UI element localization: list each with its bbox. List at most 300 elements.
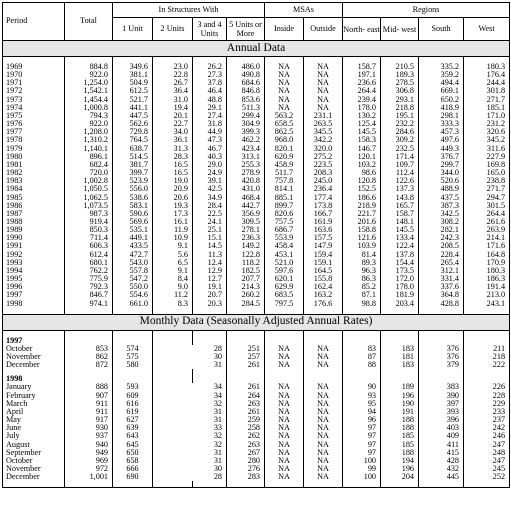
group-regions: Regions	[343, 3, 510, 18]
annual-rows	[3, 57, 510, 315]
row-period: November	[3, 465, 65, 473]
table-cell: 393	[419, 408, 464, 416]
table-cell: 247	[464, 457, 510, 465]
year-heading-row	[3, 337, 510, 345]
table-cell: 271.7	[464, 96, 510, 104]
table-cell: 211	[464, 345, 510, 353]
table-cell: 820.1	[265, 145, 304, 153]
table-row	[3, 112, 510, 120]
table-cell: 940	[65, 441, 113, 449]
table-cell: 1,208.0	[65, 128, 113, 136]
table-cell: 36.4	[153, 87, 193, 95]
table-cell: 191.4	[464, 283, 510, 291]
table-cell: 19.0	[153, 177, 193, 185]
table-cell: 99	[343, 465, 381, 473]
table-cell: 612.4	[65, 251, 113, 259]
table-row	[3, 63, 510, 71]
table-cell: 313.1	[227, 153, 265, 161]
table-cell: 31.8	[193, 120, 227, 128]
row-period: August	[3, 441, 65, 449]
housing-units-table-page	[2, 2, 509, 509]
row-period: April	[3, 408, 65, 416]
table-cell: 48.8	[193, 96, 227, 104]
table-cell: 145.5	[343, 128, 381, 136]
table-cell: 462.2	[227, 136, 265, 144]
table-cell: 304.9	[227, 120, 265, 128]
table-cell: 24.1	[193, 218, 227, 226]
table-cell: 331.4	[419, 275, 464, 283]
table-cell: 122.8	[227, 251, 265, 259]
table-cell: 683.5	[265, 291, 304, 299]
table-cell: 645	[113, 441, 153, 449]
table-cell: 888	[65, 383, 113, 391]
table-cell: 248	[464, 449, 510, 457]
table-cell: 264	[227, 392, 265, 400]
table-cell: 28	[153, 345, 227, 353]
table-row	[3, 79, 510, 87]
table-cell: 158.7	[343, 63, 381, 71]
table-cell: NA	[304, 473, 343, 481]
col-total: Total	[65, 3, 113, 41]
table-cell: 609	[113, 392, 153, 400]
table-cell: 190	[381, 400, 419, 408]
table-cell: 183	[381, 345, 419, 353]
table-row	[3, 153, 510, 161]
table-cell: 232.2	[381, 120, 419, 128]
row-period: 1988	[3, 218, 65, 226]
table-cell: 278.9	[227, 169, 265, 177]
table-cell: 103.2	[343, 161, 381, 169]
table-cell: 155.8	[304, 275, 343, 283]
table-cell: 650.2	[419, 96, 464, 104]
table-cell: NA	[265, 424, 304, 432]
table-row	[3, 275, 510, 283]
table-cell: 16.5	[153, 169, 193, 177]
table-row	[3, 177, 510, 185]
row-period: 1994	[3, 267, 65, 275]
table-row	[3, 416, 510, 424]
table-cell: 46.7	[193, 145, 227, 153]
table-cell: 26.7	[153, 79, 193, 87]
table-cell: NA	[304, 79, 343, 87]
table-cell: 148.1	[381, 218, 419, 226]
col-northeast: North- east	[343, 18, 381, 41]
table-cell: NA	[265, 465, 304, 473]
table-cell: 95	[343, 400, 381, 408]
table-cell: 262	[227, 432, 265, 440]
table-cell: 511.7	[265, 169, 304, 177]
table-cell: 37.8	[193, 79, 227, 87]
row-period: 1979	[3, 145, 65, 153]
table-cell: 356.9	[227, 210, 265, 218]
table-cell: 364.8	[419, 291, 464, 299]
table-cell: 247	[464, 441, 510, 449]
table-row	[3, 185, 510, 193]
table-cell: 563.2	[265, 112, 304, 120]
table-cell: NA	[304, 400, 343, 408]
table-cell: 143.8	[381, 194, 419, 202]
table-cell: 20.9	[153, 185, 193, 193]
table-cell: 32	[153, 400, 227, 408]
table-cell: 423.4	[227, 145, 265, 153]
table-cell: 612.5	[113, 87, 153, 95]
housing-data-table	[2, 2, 510, 488]
table-cell: 47.3	[193, 136, 227, 144]
table-cell: 164.5	[304, 267, 343, 275]
table-row	[3, 242, 510, 250]
table-cell: 188	[381, 424, 419, 432]
table-cell: 260.2	[227, 291, 265, 299]
table-cell: 1,542.1	[65, 87, 113, 95]
table-cell: NA	[304, 345, 343, 353]
table-cell: 31	[153, 457, 227, 465]
table-cell: 137.8	[381, 251, 419, 259]
table-cell: 497.6	[419, 136, 464, 144]
col-1-unit: 1 Unit	[113, 18, 153, 41]
table-cell: 19.1	[193, 283, 227, 291]
table-cell: 569.6	[113, 218, 153, 226]
table-cell: 974.1	[65, 300, 113, 308]
table-cell: 872	[65, 361, 113, 369]
group-msas: MSAs	[265, 3, 343, 18]
table-cell: 437.5	[419, 194, 464, 202]
table-cell: 794.3	[65, 112, 113, 120]
table-row	[3, 291, 510, 299]
table-row	[3, 465, 510, 473]
table-cell: 261	[227, 383, 265, 391]
table-cell: 97	[343, 424, 381, 432]
table-cell: 162.4	[304, 283, 343, 291]
table-cell: NA	[304, 465, 343, 473]
table-cell: 846.7	[65, 291, 113, 299]
table-cell: 100	[343, 473, 381, 481]
table-cell: 34.0	[153, 128, 193, 136]
table-row	[3, 87, 510, 95]
table-cell: 181.9	[381, 291, 419, 299]
table-cell: 271.7	[464, 185, 510, 193]
table-cell: 146.7	[343, 145, 381, 153]
monthly-data-title: Monthly Data (Seasonally Adjusted Annual Rates)	[3, 314, 510, 330]
table-cell: 299.7	[419, 161, 464, 169]
table-cell: 239.4	[343, 96, 381, 104]
col-midwest: Mid- west	[381, 18, 419, 41]
row-period: December	[3, 473, 65, 481]
table-cell: 176.6	[304, 300, 343, 308]
table-cell: 158.8	[343, 226, 381, 234]
col-3-4-units: 3 and 4 Units	[193, 18, 227, 41]
table-cell: NA	[265, 383, 304, 391]
table-cell: 31.3	[153, 145, 193, 153]
table-cell: 30	[153, 465, 227, 473]
table-cell: 15.1	[193, 234, 227, 242]
table-cell: 263.5	[304, 120, 343, 128]
table-cell: 535.1	[113, 226, 153, 234]
table-cell: 180.3	[464, 63, 510, 71]
row-period: 1989	[3, 226, 65, 234]
table-cell: 972	[65, 465, 113, 473]
table-cell: 170.9	[464, 259, 510, 267]
table-cell: 627	[113, 416, 153, 424]
row-period: 1970	[3, 71, 65, 79]
table-cell: 164.8	[464, 251, 510, 259]
table-cell: 89.3	[343, 259, 381, 267]
table-cell: 20.3	[193, 300, 227, 308]
row-period: 1971	[3, 79, 65, 87]
table-cell: 428	[419, 457, 464, 465]
table-cell: 236.6	[343, 79, 381, 87]
table-cell: 911	[65, 400, 113, 408]
table-cell: 472.7	[113, 251, 153, 259]
table-cell: 22.8	[153, 71, 193, 79]
table-cell: 227.9	[464, 153, 510, 161]
table-cell: 547.2	[113, 275, 153, 283]
table-cell: 88	[343, 361, 381, 369]
table-cell: NA	[304, 383, 343, 391]
table-cell: 620.9	[265, 153, 304, 161]
table-cell: 433.5	[113, 242, 153, 250]
table-cell: NA	[304, 449, 343, 457]
table-cell: 87.1	[343, 291, 381, 299]
table-cell: 97	[343, 449, 381, 457]
table-cell: 11.2	[153, 291, 193, 299]
table-cell: 853	[65, 345, 113, 353]
row-period: May	[3, 416, 65, 424]
table-cell: 306.8	[381, 87, 419, 95]
table-cell: 159.4	[304, 251, 343, 259]
table-cell: 173.5	[381, 267, 419, 275]
table-cell: 311.6	[464, 145, 510, 153]
table-cell: 521.7	[113, 96, 153, 104]
table-cell: 597.6	[265, 267, 304, 275]
table-cell: 278.1	[227, 226, 265, 234]
table-cell: 345.2	[464, 136, 510, 144]
table-cell: 397	[419, 400, 464, 408]
row-period: 1977	[3, 128, 65, 136]
table-cell: 252	[464, 473, 510, 481]
table-cell: 36.1	[153, 136, 193, 144]
table-cell: 26.2	[193, 63, 227, 71]
table-cell: 19.3	[153, 202, 193, 210]
table-row	[3, 449, 510, 457]
table-row	[3, 71, 510, 79]
table-cell: 12.4	[193, 259, 227, 267]
col-west: West	[464, 18, 510, 41]
table-cell: 165.7	[381, 202, 419, 210]
table-cell: 171.0	[464, 112, 510, 120]
row-period: 1986	[3, 202, 65, 210]
table-cell: 278.5	[381, 79, 419, 87]
table-cell: 345.5	[304, 128, 343, 136]
table-cell: 553.9	[265, 234, 304, 242]
table-cell: 133.4	[381, 234, 419, 242]
table-cell: 122.6	[381, 177, 419, 185]
table-cell: 554.6	[113, 291, 153, 299]
table-cell: 251	[227, 345, 265, 353]
table-cell: 195.1	[381, 112, 419, 120]
table-cell: 236.4	[304, 185, 343, 193]
table-cell: 17.3	[153, 210, 193, 218]
table-cell: NA	[265, 361, 304, 369]
table-cell: 511.3	[227, 104, 265, 112]
table-cell: 764.5	[113, 136, 153, 144]
table-cell: 486.0	[227, 63, 265, 71]
table-row	[3, 383, 510, 391]
table-cell: 520.6	[419, 177, 464, 185]
table-cell: 171.4	[381, 153, 419, 161]
table-cell: 186.3	[464, 275, 510, 283]
table-row	[3, 194, 510, 202]
monthly-section	[3, 314, 510, 330]
table-cell: NA	[304, 71, 343, 79]
year-heading: 1997	[3, 337, 65, 345]
table-cell: 922.0	[65, 120, 113, 128]
table-cell: 911	[65, 408, 113, 416]
col-inside: Inside	[265, 18, 304, 41]
table-cell: 792.3	[65, 283, 113, 291]
table-cell: 109.7	[381, 161, 419, 169]
table-cell: 196	[381, 465, 419, 473]
table-cell: 94	[343, 408, 381, 416]
table-cell: 32	[153, 441, 227, 449]
table-cell: 100	[343, 457, 381, 465]
row-period: 1978	[3, 136, 65, 144]
table-cell: 39.1	[193, 177, 227, 185]
table-cell: NA	[304, 457, 343, 465]
table-cell: 96	[343, 416, 381, 424]
table-cell: 16.5	[153, 161, 193, 169]
table-cell: 922.0	[65, 71, 113, 79]
group-in-structures: In Structures With	[113, 3, 265, 18]
table-cell: 231.2	[464, 120, 510, 128]
table-cell: 163.6	[304, 226, 343, 234]
table-cell: 8.4	[153, 275, 193, 283]
table-cell: 103.9	[343, 242, 381, 250]
table-cell: NA	[304, 392, 343, 400]
table-cell: 137.3	[381, 185, 419, 193]
table-cell: 28.4	[193, 202, 227, 210]
table-cell: 550.0	[113, 283, 153, 291]
table-cell: 261.6	[464, 218, 510, 226]
table-cell: 42.5	[193, 185, 227, 193]
table-cell: 309.5	[227, 218, 265, 226]
table-cell: 28.3	[153, 153, 193, 161]
table-cell: 619	[113, 408, 153, 416]
table-row	[3, 473, 510, 481]
table-cell: 172.0	[381, 275, 419, 283]
table-cell: 666	[113, 465, 153, 473]
table-cell: 583.1	[113, 202, 153, 210]
table-cell: 221.7	[343, 210, 381, 218]
table-cell: 282.1	[419, 226, 464, 234]
table-cell: 121.6	[343, 234, 381, 242]
table-row	[3, 408, 510, 416]
table-cell: 521.0	[265, 259, 304, 267]
table-cell: 403	[419, 424, 464, 432]
table-cell: 468.4	[227, 194, 265, 202]
table-cell: 275.2	[304, 153, 343, 161]
table-row	[3, 169, 510, 177]
table-cell: 185	[381, 441, 419, 449]
table-cell: 449.1	[113, 234, 153, 242]
table-cell: 11.3	[193, 251, 227, 259]
table-cell: 930	[65, 424, 113, 432]
table-cell: 514.5	[113, 153, 153, 161]
table-cell: 9.0	[153, 283, 193, 291]
table-cell: 214.3	[227, 283, 265, 291]
table-cell: 283	[227, 473, 265, 481]
table-cell: 207.7	[227, 275, 265, 283]
table-cell: 229	[464, 400, 510, 408]
table-cell: 158.7	[381, 210, 419, 218]
table-cell: NA	[265, 353, 304, 361]
table-cell: 757.5	[265, 218, 304, 226]
table-cell: 196	[381, 392, 419, 400]
table-cell: 40.3	[193, 153, 227, 161]
table-cell: 122.4	[381, 242, 419, 250]
table-cell: 11.9	[153, 226, 193, 234]
table-cell: 261	[227, 361, 265, 369]
table-cell: 238.8	[464, 177, 510, 185]
table-cell: 25.1	[193, 226, 227, 234]
row-period: 1998	[3, 300, 65, 308]
table-cell: 284.6	[381, 128, 419, 136]
table-cell: 1,062.5	[65, 194, 113, 202]
table-cell: 309.2	[381, 136, 419, 144]
table-cell: 399.7	[113, 169, 153, 177]
table-cell: 396	[419, 416, 464, 424]
table-cell: 218	[464, 353, 510, 361]
table-cell: 449.3	[419, 145, 464, 153]
table-cell: 188	[381, 449, 419, 457]
table-cell: 301.5	[464, 202, 510, 210]
table-cell: 30	[153, 353, 227, 361]
table-cell: NA	[265, 104, 304, 112]
table-cell: 661.0	[113, 300, 153, 308]
table-cell: 757.8	[265, 177, 304, 185]
table-cell: 263	[227, 400, 265, 408]
table-cell: 1,002.8	[65, 177, 113, 185]
table-cell: 255.3	[227, 161, 265, 169]
table-cell: 34	[153, 383, 227, 391]
row-period: 1974	[3, 104, 65, 112]
table-cell: 337.6	[419, 283, 464, 291]
table-cell: NA	[265, 87, 304, 95]
table-cell: NA	[304, 353, 343, 361]
table-cell: 899.7	[265, 202, 304, 210]
table-row	[3, 353, 510, 361]
row-period: September	[3, 449, 65, 457]
table-row	[3, 120, 510, 128]
table-cell: 145.5	[381, 226, 419, 234]
table-cell: 441.1	[113, 104, 153, 112]
table-cell: 201.6	[343, 218, 381, 226]
table-cell: 231.1	[304, 112, 343, 120]
annual-data-title: Annual Data	[3, 41, 510, 57]
table-cell: 590.6	[113, 210, 153, 218]
table-cell: 245	[464, 465, 510, 473]
table-cell: 183	[381, 361, 419, 369]
table-row	[3, 145, 510, 153]
col-5-plus-units: 5 Units or More	[227, 18, 265, 41]
table-cell: NA	[265, 416, 304, 424]
table-cell: 97	[343, 441, 381, 449]
table-row	[3, 234, 510, 242]
table-cell: NA	[265, 79, 304, 87]
table-cell: 147.9	[304, 242, 343, 250]
table-cell: 12.7	[193, 275, 227, 283]
table-cell: NA	[265, 473, 304, 481]
table-row	[3, 251, 510, 259]
